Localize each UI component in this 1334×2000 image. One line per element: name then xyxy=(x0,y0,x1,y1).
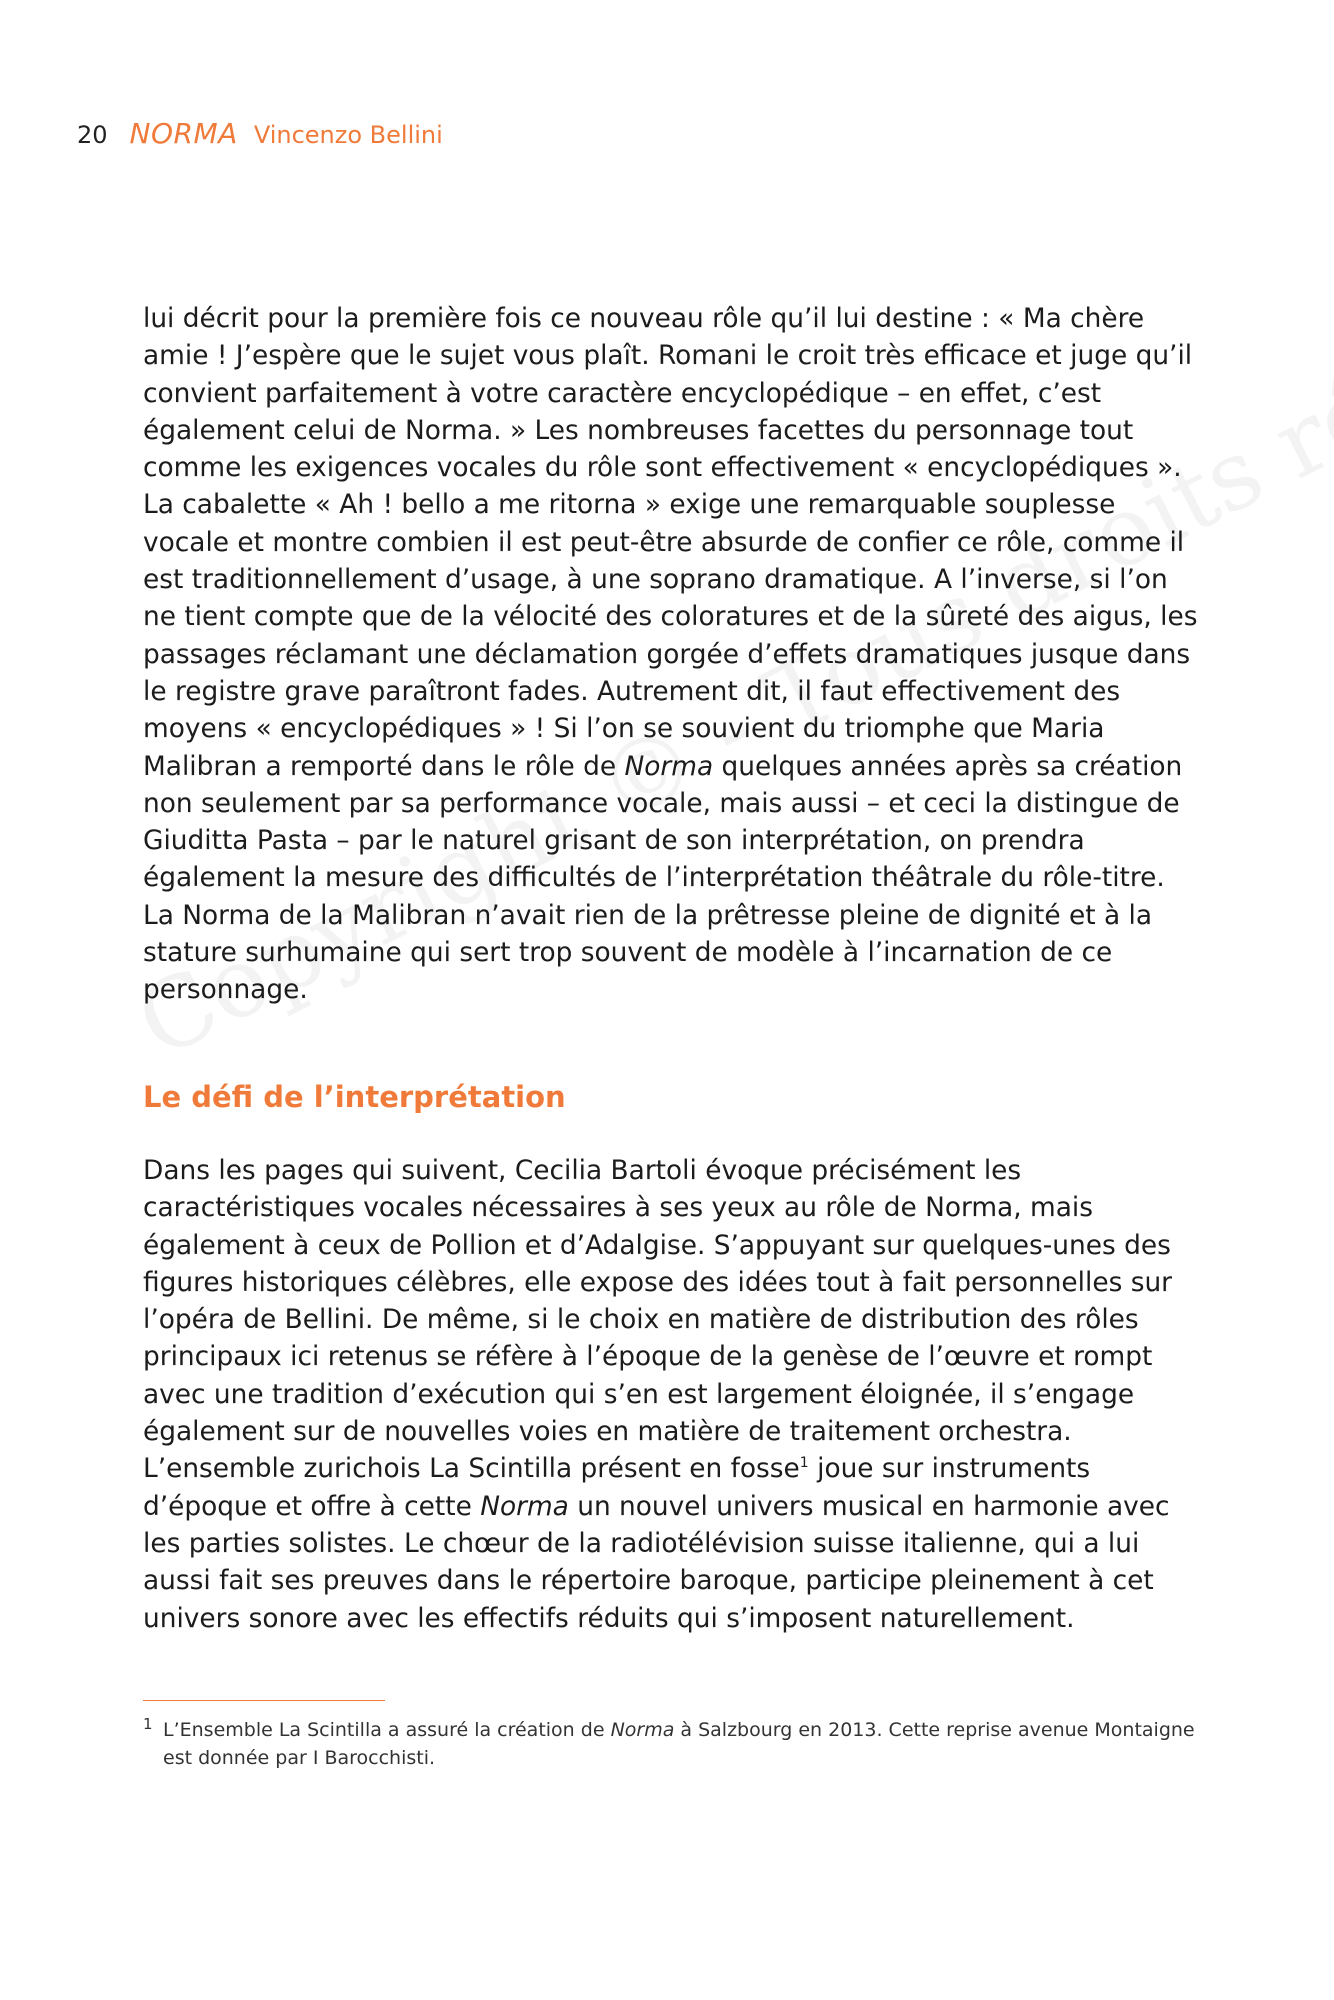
running-head xyxy=(77,116,443,153)
paragraph-2-part-2: joue sur instruments d’époque et offre à cette xyxy=(143,1453,1091,1522)
paragraph-1-part-2: quelques années après sa création non seulement par sa performance vocale, mais aussi – et ceci la distingue de Giuditta Pasta – par le naturel grisant de son interprétation, on prendra également la mesure des difficultés de l’interprétation théâtrale du rôle-titre. La Norma de la Malibran n’avait rien de la prêtresse pleine de dignité et à la stature surhumaine qui sert trop souvent de modèle à l’incarnation de ce personnage. xyxy=(143,750,1183,1006)
paragraph-2-text xyxy=(143,1152,1203,1637)
footnote-number: 1 xyxy=(143,1715,153,1733)
paragraph-1-part-1: lui décrit pour la première fois ce nouveau rôle qu’il lui destine : « Ma chère amie ! J’espère que le sujet vous plaît. Romani le croit très efficace et juge qu’il convient parfaitement à votre caractère encyclopédique – en effet, c’est également celui de Norma. » Les nombreuses facettes du personnage tout comme les exigences vocales du rôle sont effectivement « encyclopédiques ». La cabalette « Ah ! bello a me ritorna » exige une remarquable souplesse vocale et montre combien il est peut-être absurde de confier ce rôle, comme il est traditionnellement d’usage, à une soprano dramatique. A l’inverse, si l’on ne tient compte que de la vélocité des coloratures et de la sûreté des aigus, les passages réclamant une déclamation gorgée d’effets dramatiques jusque dans le registre grave paraîtront fades. Autrement dit, il faut effectivement des moyens « encyclopédiques » ! Si l’on se souvient du triomphe que Maria Malibran a remporté dans le rôle de xyxy=(143,303,1198,782)
footnote xyxy=(143,1716,1203,1772)
section-heading: Le défi de l’interprétation xyxy=(143,1080,566,1114)
footnote-italic-norma: Norma xyxy=(610,1719,675,1741)
paragraph-2-part-1: Dans les pages qui suivent, Cecilia Bartoli évoque précisément les caractéristiques vocales nécessaires à ses yeux au rôle de Norma, mais également à ceux de Pollion et d’Adalgise. S’appuyant sur quelques-unes des figures historiques célèbres, elle expose des idées tout à fait personnelles sur l’opéra de Bellini. De même, si le choix en matière de distribution des rôles principaux ici retenus se réfère à l’époque de la genèse de l’œuvre et rompt avec une tradition d’exécution qui s’en est largement éloignée, il s’engage également sur de nouvelles voies en matière de traitement orchestra. L’ensemble zurichois La Scintilla présent en fosse xyxy=(143,1155,1173,1485)
footnote-divider xyxy=(143,1700,385,1701)
footnote-reference: 1 xyxy=(799,1455,809,1472)
running-head-author: Vincenzo Bellini xyxy=(253,121,443,149)
footnote-part-1: L’Ensemble La Scintilla a assuré la création de xyxy=(163,1719,611,1741)
footnote-text xyxy=(143,1716,1203,1772)
paragraph-2-part-3: un nouvel univers musical en harmonie avec les parties solistes. Le chœur de la radiotélévision suisse italienne, qui a lui aussi fait ses preuves dans le répertoire baroque, participe pleinement à cet univers sonore avec les effectifs réduits qui s’imposent naturellement. xyxy=(143,1490,1170,1634)
paragraph-1-italic-norma: Norma xyxy=(624,750,714,782)
page-number: 20 xyxy=(77,121,108,149)
paragraph-1 xyxy=(143,300,1203,1009)
footnote-part-2: à Salzbourg en 2013. Cette reprise avenue Montaigne est donnée par I Barocchisti. xyxy=(163,1719,1195,1769)
paragraph-1-text xyxy=(143,300,1203,1009)
paragraph-2-italic-norma: Norma xyxy=(480,1490,569,1522)
running-head-title: NORMA xyxy=(129,117,238,150)
paragraph-2 xyxy=(143,1152,1203,1637)
